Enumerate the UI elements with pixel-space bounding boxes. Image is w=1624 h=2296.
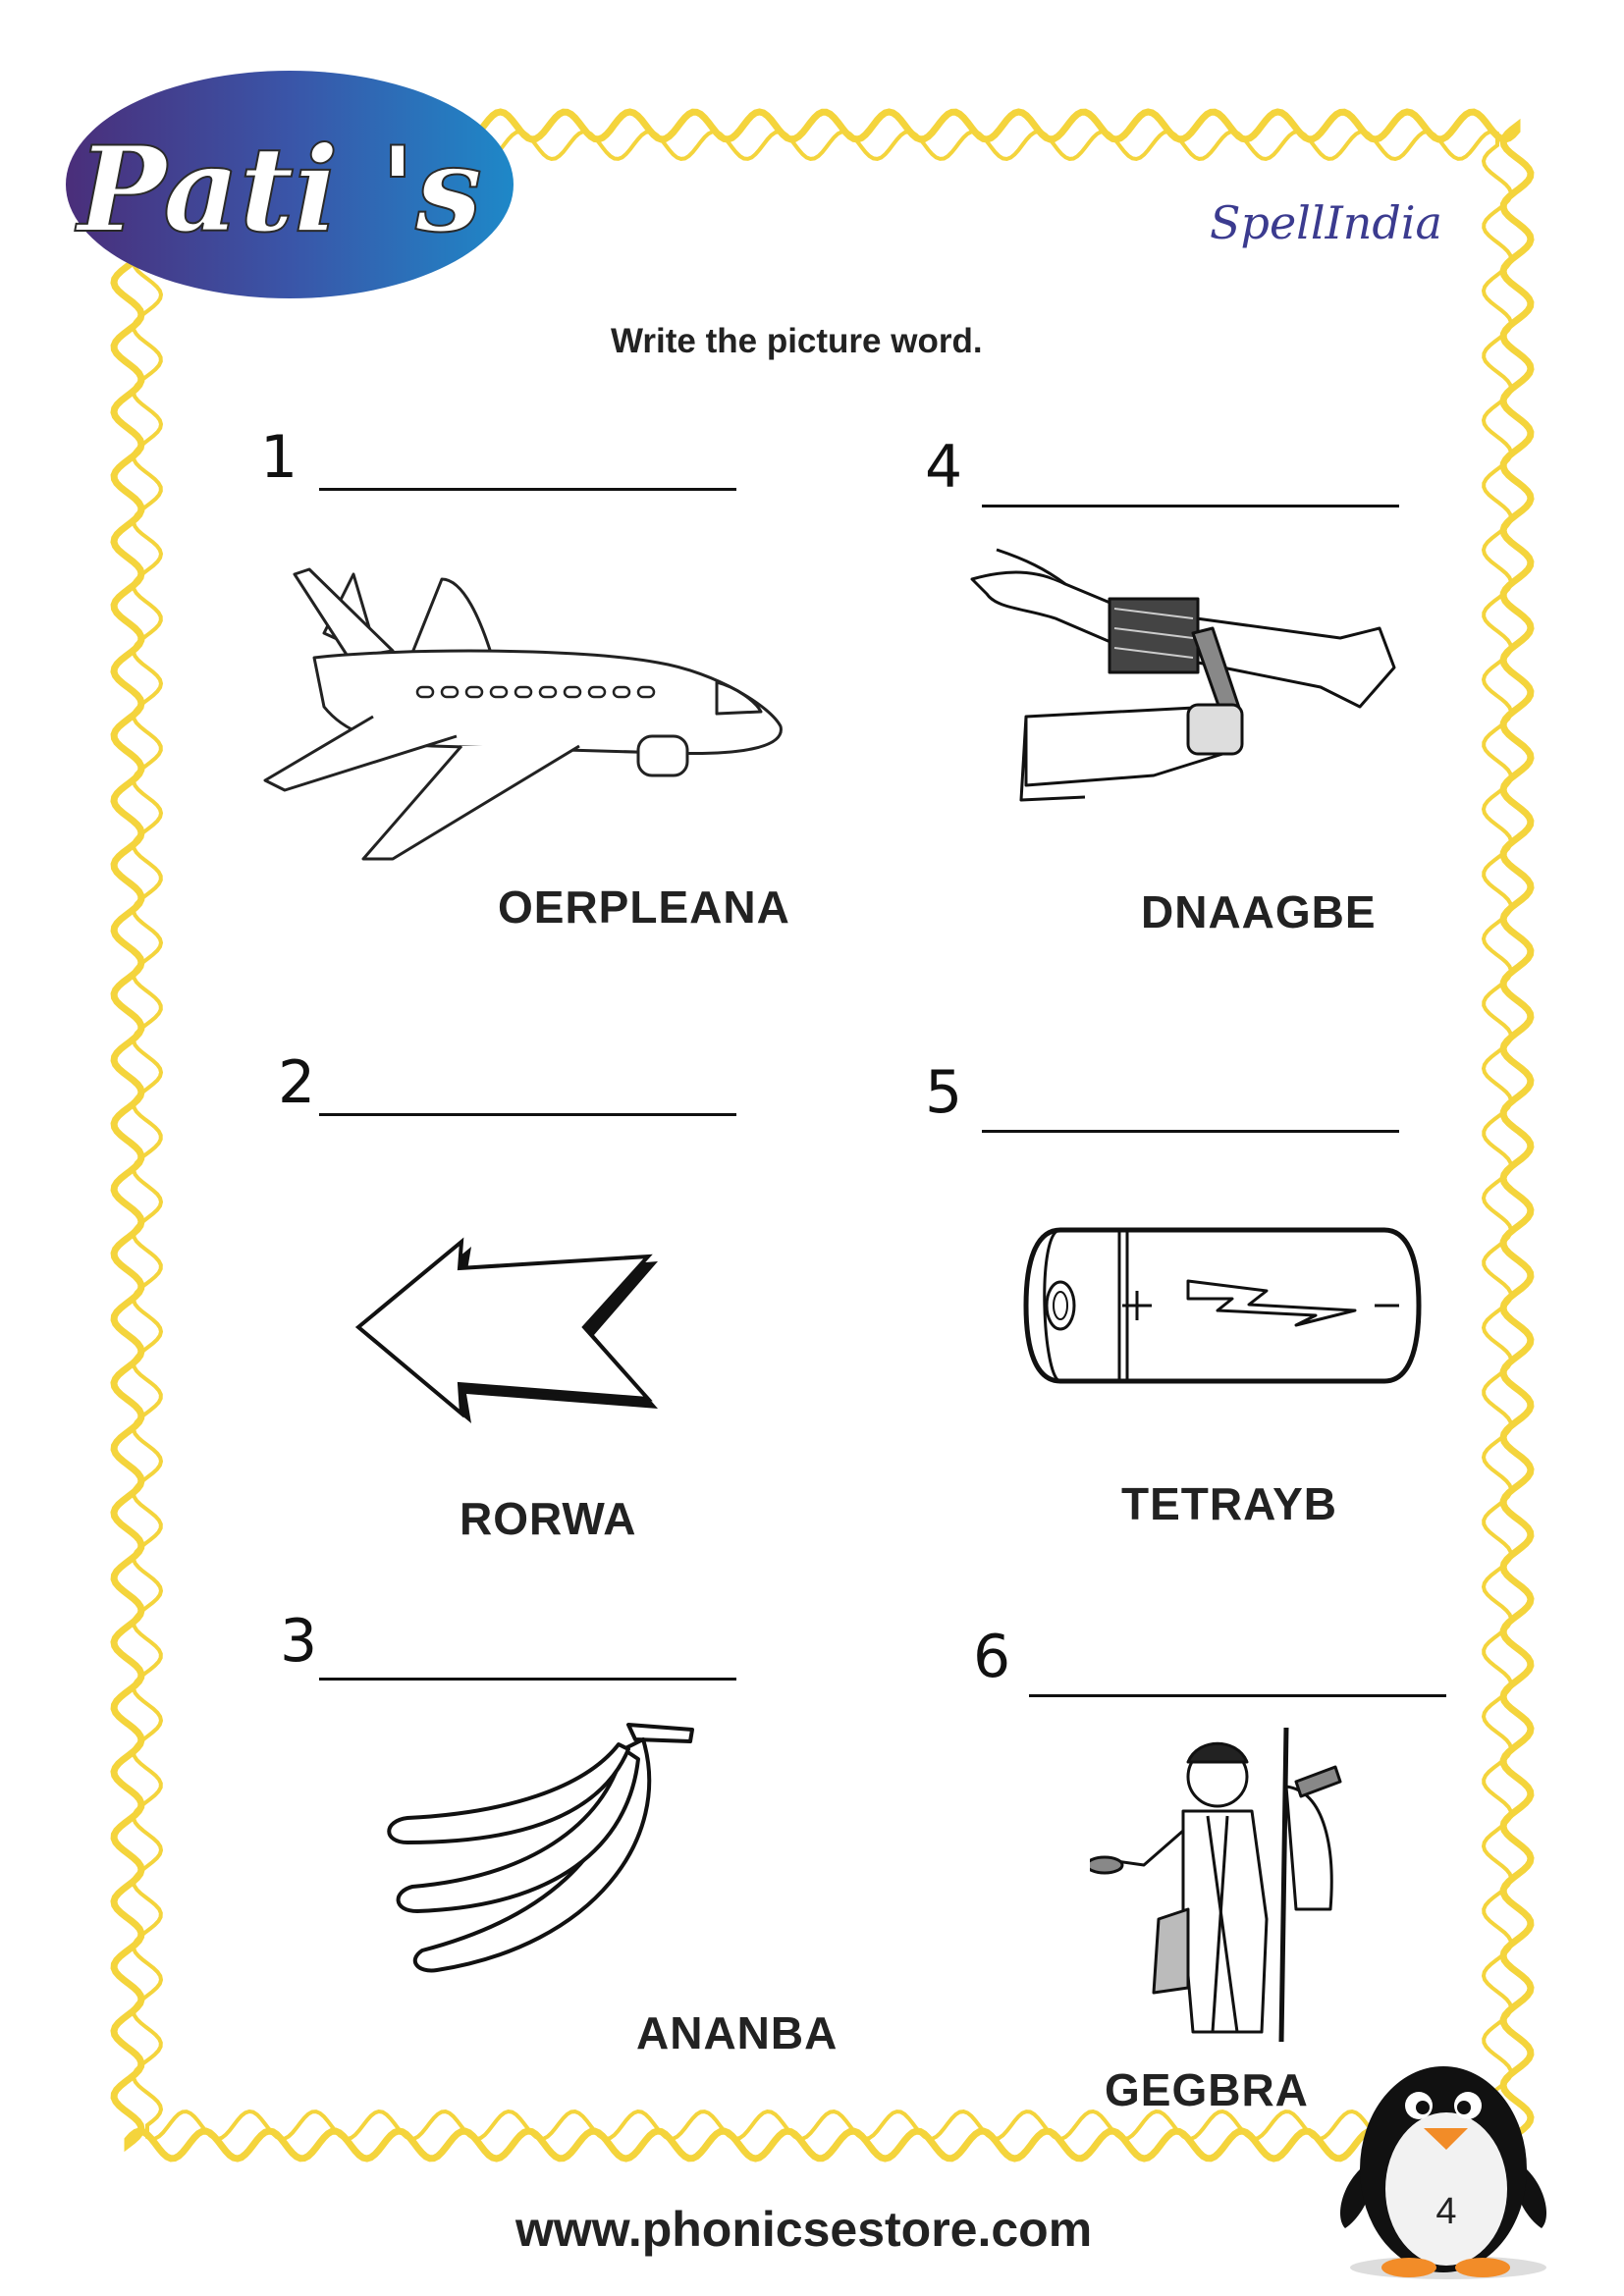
bandage-icon (967, 540, 1399, 815)
brand-title: SpellIndia (1210, 196, 1442, 249)
answer-line-3[interactable] (319, 1678, 736, 1681)
instruction-text: Write the picture word. (611, 322, 983, 360)
item-number-2: 2 (278, 1048, 316, 1117)
scrambled-word-2: RORWA (460, 1493, 637, 1544)
answer-line-2[interactable] (319, 1113, 736, 1116)
answer-line-4[interactable] (982, 505, 1399, 507)
scrambled-word-6: GEGBRA (1105, 2064, 1309, 2115)
scrambled-word-5: TETRAYB (1121, 1478, 1337, 1529)
scrambled-word-1: OERPLEANA (498, 881, 790, 933)
item-number-4: 4 (925, 433, 963, 502)
battery-icon (1021, 1222, 1424, 1389)
item-number-3: 3 (280, 1607, 318, 1676)
answer-line-5[interactable] (982, 1130, 1399, 1133)
banana-icon (378, 1720, 702, 1985)
beggar-icon (1090, 1723, 1355, 2042)
item-number-5: 5 (925, 1058, 963, 1127)
penguin-mascot (1330, 2032, 1556, 2282)
scrambled-word-4: DNAAGBE (1141, 886, 1377, 937)
item-number-1: 1 (260, 423, 298, 492)
answer-line-6[interactable] (1029, 1694, 1446, 1697)
answer-line-1[interactable] (319, 488, 736, 491)
website-url[interactable]: www.phonicsestore.com (515, 2202, 1093, 2257)
logo-text: Pati 's (78, 121, 482, 259)
arrow-icon (353, 1237, 668, 1423)
airplane-icon (255, 535, 790, 864)
item-number-6: 6 (973, 1623, 1011, 1691)
patis-logo (59, 59, 520, 314)
page-number: 4 (1435, 2191, 1457, 2232)
scrambled-word-3: ANANBA (636, 2007, 839, 2058)
